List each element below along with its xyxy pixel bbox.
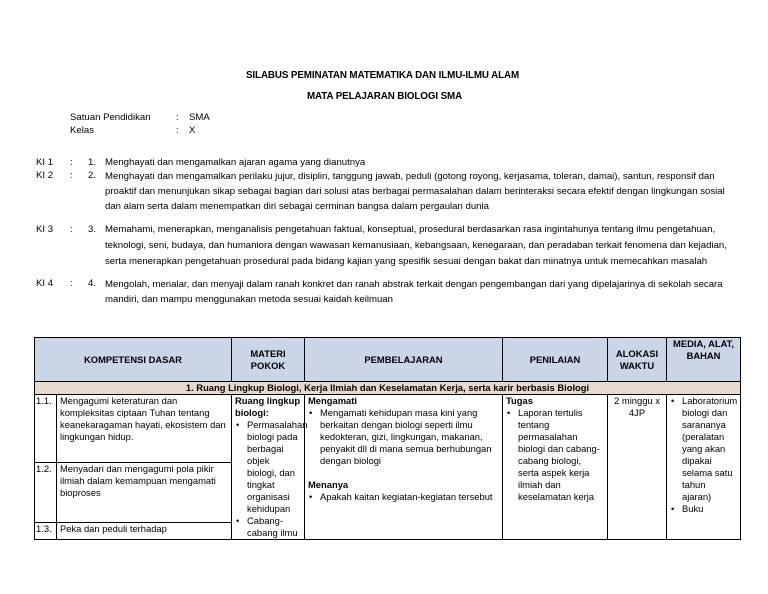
ki-text: Menghayati dan mengamalkan perilaku jujur, disiplin, tanggung jawab, peduli (gotong royong, kerjasama, toleran, damai), santun, responsif dan proaktif dan menunjukan sikap sebagai bagian dari solusi atas berbagai permasalahan dalam berinteraksi secara efektif dengan lingkungan sosial dan alam serta dalam menempatkan diri sebagai cerminan bangsa dalam pergaulan dunia (105, 171, 725, 212)
ki-label: KI 3 (36, 224, 54, 235)
media-list (670, 395, 737, 515)
info-value: X (189, 125, 196, 136)
header-media-alat-bahan: MEDIA, ALAT, BAHAN (667, 338, 741, 382)
list-item: • Buku (670, 503, 737, 515)
materi-list (235, 419, 308, 539)
header-kompetensi-dasar: KOMPETENSI DASAR (35, 338, 232, 382)
syllabus-table (34, 337, 741, 540)
penilaian-heading: Tugas (506, 395, 533, 406)
list-item: • Permasalahan biologi pada berbagai objek biologi, dan tingkat organisasi kehidupan (235, 419, 301, 515)
ki-label: KI 4 (36, 278, 54, 289)
media-cell (667, 395, 741, 540)
ki-colon: : (70, 157, 73, 168)
ki-text: Menghayati dan mengamalkan ajaran agama yang dianutnya (105, 157, 366, 168)
pembelajaran-cell (305, 395, 503, 540)
header-alokasi-waktu: ALOKASI WAKTU (608, 338, 667, 382)
info-sep: : (176, 125, 179, 136)
header-pembelajaran: PEMBELAJARAN (305, 338, 503, 382)
document-title: SILABUS PEMINATAN MATEMATIKA DAN ILMU-ILMU ALAM (246, 70, 520, 81)
list-item: • Laporan tertulis tentang permasalahan biologi dan cabang-cabang biologi, serta aspek kerja ilmiah dan keselamatan kerja (506, 407, 604, 503)
penilaian-cell (503, 395, 608, 540)
ki-number: 3. (88, 224, 97, 235)
ki-number: 4. (88, 278, 97, 289)
list-item: • Mengamati kehidupan masa kini yang berkaitan dengan biologi seperti ilmu kedokteran, gizi, lingkungan, makanan, penyakit dll di mana semua berhubungan dengan biologi (308, 407, 499, 467)
ki-text: Mengolah, menalar, dan menyaji dalam ranah konkret dan ranah abstrak terkait dengan pengembangan dari yang dipelajarinya di sekolah secara mandiri, dan mampu menggunakan metoda sesuai kaidah keilmuan (105, 279, 723, 305)
materi-cell (232, 395, 308, 540)
pembelajaran-list (308, 491, 499, 503)
info-value: SMA (189, 112, 210, 123)
ki-colon: : (70, 278, 73, 289)
kd-number: 1.3. (35, 522, 57, 539)
kd-number: 1.2. (35, 462, 57, 522)
kd-text: Peka dan peduli terhadap (57, 522, 232, 539)
ki-number: 1. (88, 157, 97, 168)
alokasi-cell: 2 minggu x 4JP (608, 395, 667, 540)
pembelajaran-heading: Mengamati (308, 395, 357, 406)
info-sep: : (176, 112, 179, 123)
section-title: 1. Ruang Lingkup Biologi, Kerja Ilmiah dan Keselamatan Kerja, serta karir berbasis Biologi (35, 382, 741, 395)
table-header-row (35, 338, 741, 382)
list-item: • Laboratorium biologi dan sarananya (peralatan yang akan dipakai selama satu tahun ajaran) (670, 395, 737, 503)
list-item: • Apakah kaitan kegiatan-kegiatan tersebut (308, 491, 499, 503)
kd-text: Mengagumi keteraturan dan kompleksitas ciptaan Tuhan tentang keanekaragaman hayati, ekosistem dan lingkungan hidup. (57, 395, 232, 463)
info-label: Kelas (70, 125, 94, 136)
ki-text: Memahami, menerapkan, menganalisis pengetahuan faktual, konseptual, prosedural berdasarkan rasa ingintahunya tentang ilmu pengetahuan, teknologi, seni, budaya, dan humaniora dengan wawasan kemanusiaan, kebangsaan, kenegaraan, dan peradaban terkait fenomena dan kejadian, serta menerapkan pengetahuan prosedural pada bidang kajian yang spesifik sesuai dengan bakat dan minatnya untuk memecahkan masalah (105, 224, 727, 267)
kd-text: Menyadari dan mengagumi pola pikir ilmiah dalam kemampuan mengamati bioproses (57, 462, 232, 522)
header-materi-pokok: MATERI POKOK (232, 338, 305, 382)
pembelajaran-list (308, 407, 499, 467)
table-row (35, 395, 741, 463)
ki-label: KI 2 (36, 170, 54, 181)
ki-colon: : (70, 224, 73, 235)
kd-number: 1.1. (35, 395, 57, 463)
ki-colon: : (70, 170, 73, 181)
pembelajaran-heading: Menanya (308, 479, 349, 490)
list-item: • Cabang-cabang ilmu (235, 515, 301, 539)
ki-number: 2. (88, 170, 97, 181)
section-row (35, 382, 741, 395)
header-penilaian: PENILAIAN (503, 338, 608, 382)
ki-label: KI 1 (36, 157, 54, 168)
document-subtitle: MATA PELAJARAN BIOLOGI SMA (307, 91, 463, 102)
materi-heading: Ruang lingkup biologi: (235, 395, 301, 418)
penilaian-list (506, 407, 604, 503)
info-label: Satuan Pendidikan (70, 112, 151, 123)
